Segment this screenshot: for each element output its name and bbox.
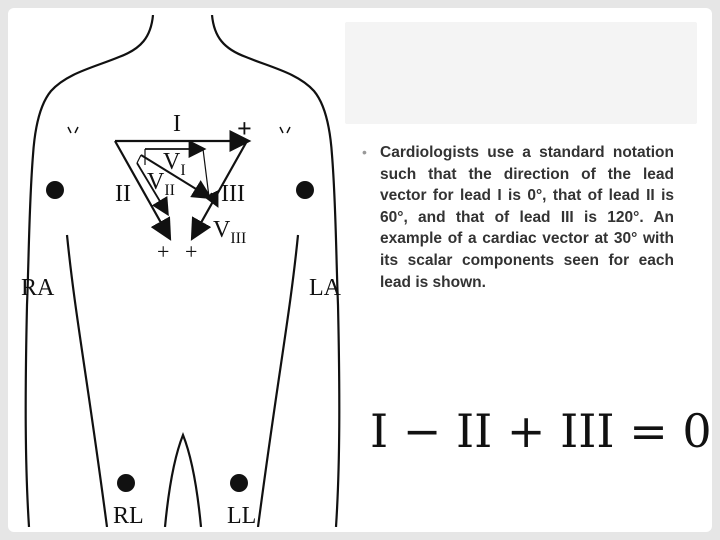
label-lead-III: III: [221, 181, 245, 207]
bullet-list: [362, 142, 674, 293]
label-plus-III: +: [185, 239, 198, 264]
label-plus-II: +: [157, 239, 170, 264]
lead-equation: I − II + III = 0: [370, 404, 712, 458]
einthoven-diagram: [15, 15, 345, 527]
electrode-ra: [46, 181, 64, 199]
electrode-ll: [230, 474, 248, 492]
label-v-I: $V_I$: [163, 149, 186, 179]
label-ra: RA: [21, 275, 55, 301]
electrode-la: [296, 181, 314, 199]
electrode-rl: [117, 474, 135, 492]
label-lead-II: II: [115, 181, 131, 207]
label-v-III: $V_{III}$: [213, 217, 247, 247]
label-la: LA: [309, 275, 341, 301]
label-ll: LL: [227, 503, 257, 527]
label-lead-I: I: [173, 111, 181, 137]
label-v-II: $V_{II}$: [147, 169, 175, 199]
title-placeholder: [345, 22, 697, 124]
bullet-marker: •: [362, 144, 367, 160]
label-rl: RL: [113, 503, 144, 527]
bullet-text: Cardiologists use a standard notation such that the direction of the lead vector for lead I is 0°, that of lead II is 60°, and that of lead III is 120°. An example of a cardiac vector at 30° with its scalar components seen for each lead is shown.: [380, 144, 674, 291]
body-outline: [26, 15, 340, 527]
label-plus-I: +: [237, 114, 252, 143]
